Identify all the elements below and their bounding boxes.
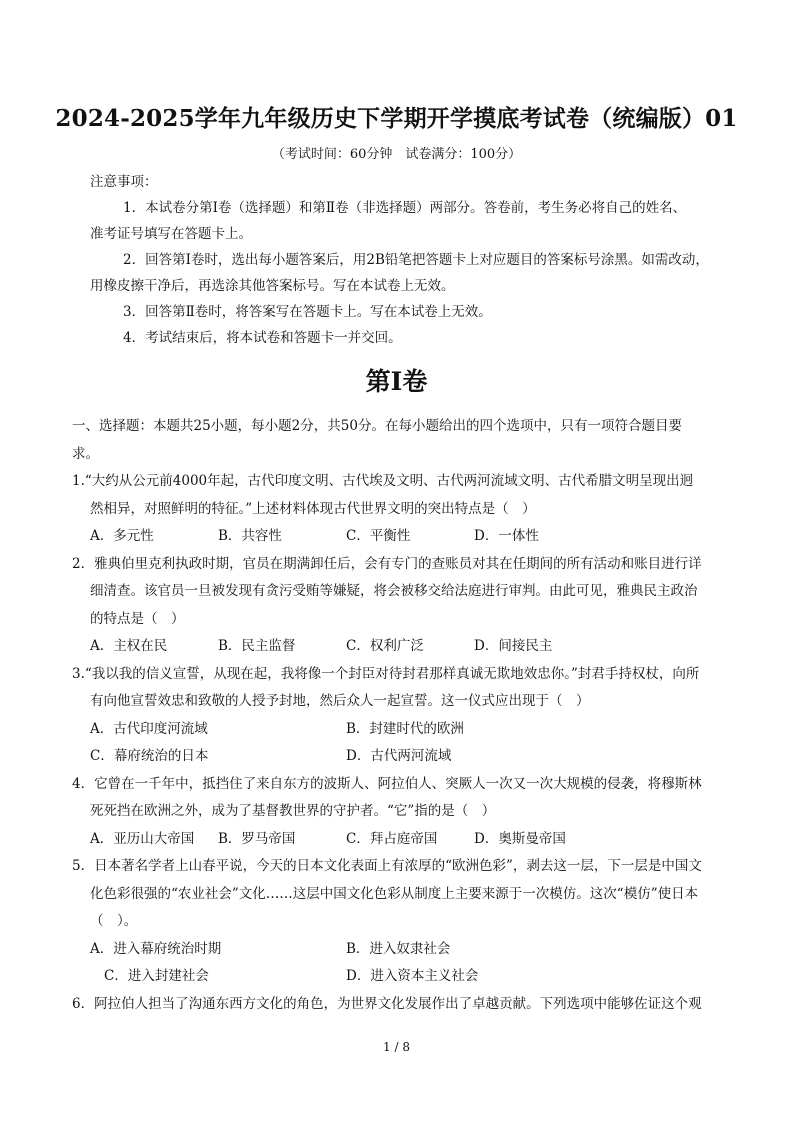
- option-b: B．共容性: [218, 528, 282, 544]
- question-text-line: 6．阿拉伯人担当了沟通东西方文化的角色，为世界文化发展作出了卓越贡献。下列选项中能够佐证这个观: [72, 995, 702, 1012]
- question-text-line: 死死挡在欧洲之外，成为了基督教世界的守护者。“它”指的是（ ）: [90, 803, 496, 819]
- option-c: C．幕府统治的日本: [90, 748, 209, 764]
- exam-subtitle: （考试时间：60分钟 试卷满分：100分）: [271, 147, 522, 162]
- note-item: [90, 247, 750, 299]
- options-row: [72, 936, 736, 964]
- option-d: D．进入资本主义社会: [346, 968, 479, 984]
- notes-heading: 注意事项：: [90, 174, 158, 190]
- option-d: D．奥斯曼帝国: [474, 830, 566, 847]
- note-item: [90, 325, 750, 351]
- option-c: C．拜占庭帝国: [346, 830, 438, 847]
- options-row: [72, 523, 736, 551]
- question-text-line: 1.“大约从公元前4000年起，古代印度文明、古代埃及文明、古代两河流域文明、古代希腊文明呈现出迥: [72, 473, 694, 489]
- question-text-line: 5．日本著名学者上山春平说，今天的日本文化表面上有浓厚的“欧洲色彩”，剥去这一层，下一层是中国文: [72, 858, 702, 874]
- section-title: 第Ⅰ卷: [365, 367, 428, 396]
- question-text-line: 2．雅典伯里克利执政时期，官员在期满卸任后，会有专门的查账员对其在任期间的所有活动和账目进行详: [72, 555, 702, 572]
- options-row: [72, 716, 736, 744]
- option-a: A．多元性: [90, 528, 154, 544]
- note-line: 4．考试结束后，将本试卷和答题卡一并交回。: [123, 330, 402, 346]
- page-number: 1 / 8: [383, 1040, 410, 1054]
- question-text-line: 细清查。该官员一旦被发现有贪污受贿等嫌疑，将会被移交给法庭进行审判。由此可见，雅典民主政治: [90, 583, 698, 599]
- options-row: [72, 743, 736, 771]
- option-b: B．封建时代的欧洲: [346, 720, 464, 737]
- note-line: 2．回答第Ⅰ卷时，选出每小题答案后，用2B铅笔把答题卡上对应题目的答案标号涂黑。如需改动，: [123, 252, 709, 268]
- question-text-line: 化色彩很强的“农业社会”文化……这层中国文化色彩从制度上主要来源于一次模仿。这次“模仿”使日本: [90, 885, 699, 902]
- option-a: A．古代印度河流域: [90, 720, 208, 737]
- note-line: 3．回答第Ⅱ卷时，将答案写在答题卡上。写在本试卷上无效。: [123, 304, 492, 320]
- options-row: [72, 633, 736, 661]
- option-d: D．间接民主: [474, 638, 553, 654]
- note-item: [90, 195, 750, 247]
- note-line: 1．本试卷分第Ⅰ卷（选择题）和第Ⅱ卷（非选择题）两部分。答卷前，考生务必将自己的姓名、: [123, 200, 687, 216]
- option-b: B．进入奴隶社会: [346, 940, 451, 957]
- note-item: [90, 299, 750, 325]
- question-text-line: 有向他宣誓效忠和致敬的人授予封地，然后众人一起宣誓。这一仪式应出现于（ ）: [90, 693, 590, 709]
- note-line: 用橡皮擦干净后，再选涂其他答案标号。写在本试卷上无效。: [90, 278, 455, 294]
- option-b: B．民主监督: [218, 638, 296, 654]
- option-c: C．平衡性: [346, 528, 411, 544]
- exam-title: 2024-2025学年九年级历史下学期开学摸底考试卷（统编版）01: [55, 105, 738, 132]
- option-b: B．罗马帝国: [218, 830, 296, 847]
- option-a: A．亚历山大帝国: [90, 830, 195, 847]
- question-5: [72, 853, 736, 991]
- option-c: C．进入封建社会: [104, 968, 209, 984]
- question-3: [72, 661, 736, 771]
- question-2: [72, 551, 736, 661]
- question-text-line: （ ）。: [90, 913, 138, 929]
- option-a: A．进入幕府统治时期: [90, 940, 222, 957]
- option-c: C．权利广泛: [346, 638, 424, 654]
- question-text-line: 4．它曾在一千年中，抵挡住了来自东方的波斯人、阿拉伯人、突厥人一次又一次大规模的侵袭，将穆斯林: [72, 775, 702, 792]
- question-4: [72, 771, 736, 854]
- question-1: [72, 468, 736, 551]
- question-text-line: 的特点是（ ）: [90, 610, 185, 627]
- question-text-line: 3.“我以我的信义宣誓，从现在起，我将像一个封臣对待封君那样真诚无欺地效忠你。”封君手持权杖，向所: [72, 665, 700, 682]
- questions-section: [72, 413, 736, 1018]
- question-text-line: 然相异，对照鲜明的特征。”上述材料体现古代世界文明的突出特点是（ ）: [90, 500, 536, 517]
- option-d: D．古代两河流域: [346, 748, 452, 764]
- notes-section: [90, 169, 750, 351]
- instructions-line: 一、选择题：本题共25小题，每小题2分，共50分。在每小题给出的四个选项中，只有一项符合题目要: [72, 418, 682, 434]
- options-row: [72, 826, 736, 854]
- question-6: [72, 991, 736, 1019]
- note-line: 准考证号填写在答题卡上。: [90, 226, 252, 242]
- option-a: A．主权在民: [90, 638, 168, 654]
- instructions-line: 求。: [72, 445, 99, 462]
- options-row: [72, 963, 736, 991]
- option-d: D．一体性: [474, 528, 539, 544]
